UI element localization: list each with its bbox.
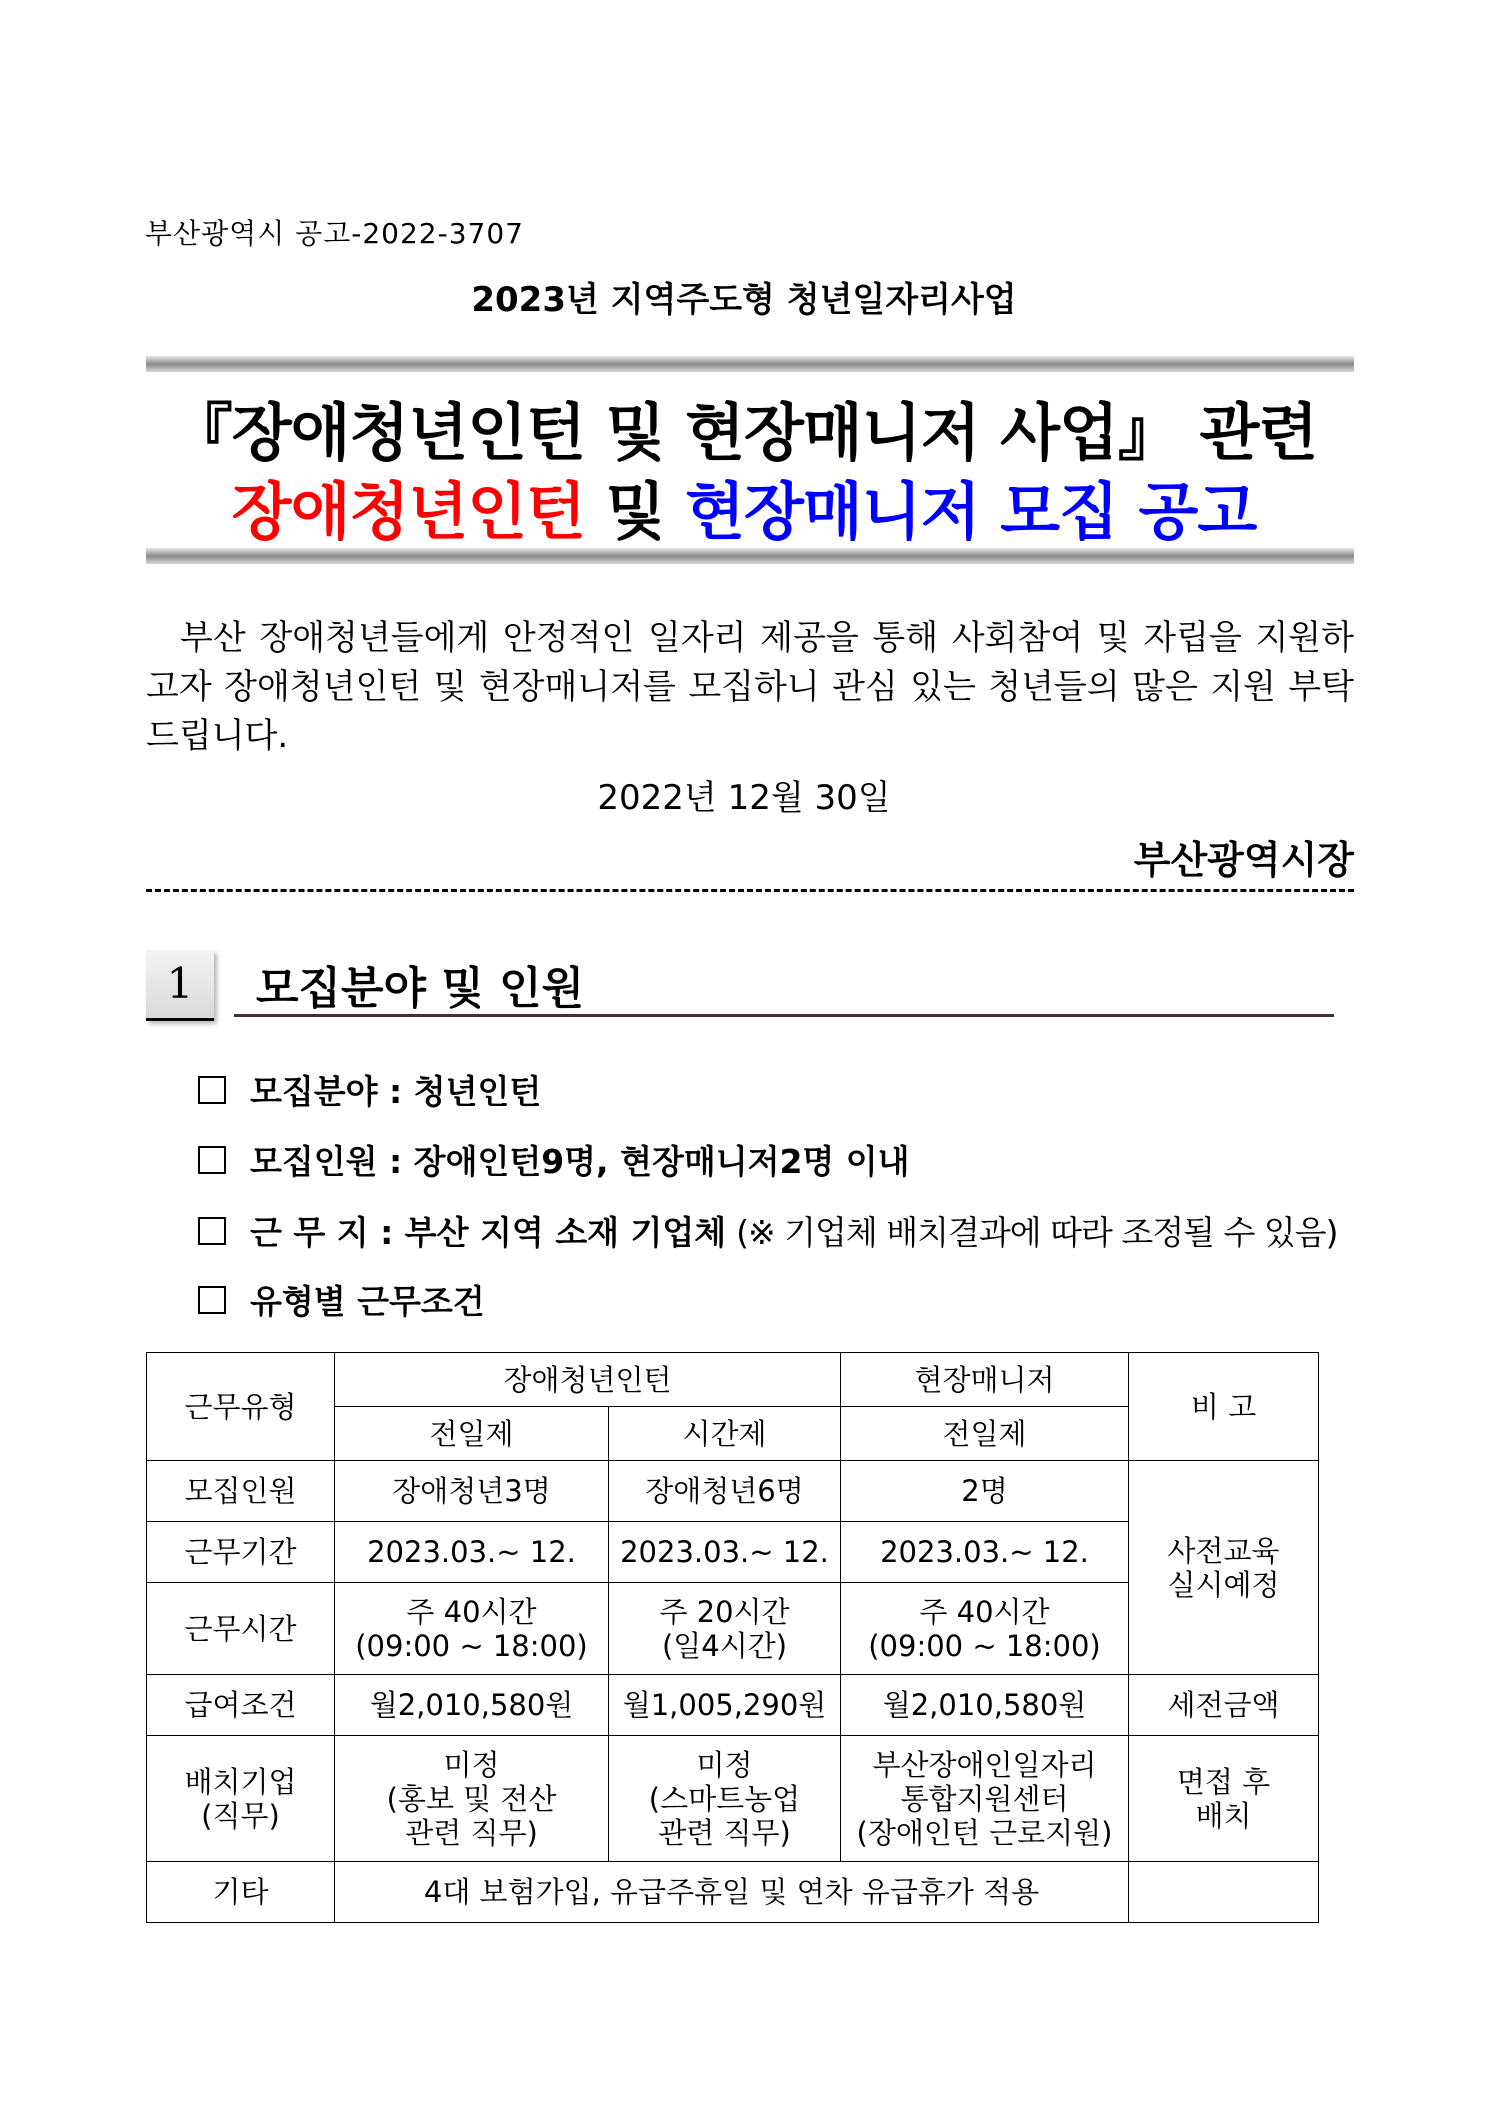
section-underline [234, 1014, 1334, 1017]
checkbox-icon [198, 1146, 226, 1174]
title-blue-part: 현장매니저 모집 공고 [685, 475, 1257, 548]
header-manager: 현장매니저 [841, 1353, 1129, 1407]
table-cell [841, 1736, 1129, 1862]
title-red-part: 장애청년인턴 [231, 475, 586, 548]
title-line-2 [0, 462, 1488, 551]
work-conditions-table [146, 1352, 1319, 1923]
header-part-time: 시간제 [609, 1407, 841, 1461]
title-divider-top [146, 356, 1354, 372]
cell-line: (홍보 및 전산 [386, 1781, 557, 1816]
checkbox-icon [198, 1076, 226, 1104]
cell-line: 배치기업 [184, 1764, 297, 1799]
cell-line: (직무) [201, 1798, 280, 1833]
cell-line: (장애인턴 근로지원) [856, 1815, 1113, 1850]
bullet-field-label: 모집분야 : 청년인턴 [250, 1072, 542, 1111]
intro-text: 부산 장애청년들에게 안정적인 일자리 제공을 통해 사회참여 및 자립을 지원하고자 장애청년인턴 및 현장매니저를 모집하니 관심 있는 청년들의 많은 지원 부탁드립니다. [146, 618, 1354, 756]
table-cell: 2023.03.~ 12. [609, 1522, 841, 1583]
table-cell [1129, 1736, 1319, 1862]
row-label [147, 1736, 335, 1862]
table-cell [335, 1736, 609, 1862]
intro-paragraph [146, 614, 1354, 761]
table-cell: 월2,010,580원 [841, 1675, 1129, 1736]
notice-number: 부산광역시 공고-2022-3707 [145, 217, 524, 250]
cell-line: 통합지원센터 [900, 1781, 1069, 1816]
title-line-1: 『장애청년인턴 및 현장매니저 사업』 관련 [170, 396, 1318, 469]
note-education [1129, 1461, 1319, 1675]
cell-line: 관련 직무) [405, 1815, 538, 1850]
cell-line: 부산장애인일자리 [872, 1747, 1097, 1782]
table-cell: 2023.03.~ 12. [841, 1522, 1129, 1583]
cell-line: 주 40시간 [919, 1594, 1050, 1629]
header-note: 비 고 [1129, 1353, 1319, 1461]
section-title: 모집분야 및 인원 [256, 963, 585, 1014]
header-full-time: 전일제 [335, 1407, 609, 1461]
cell-line: 미정 [443, 1747, 500, 1782]
table-cell [841, 1583, 1129, 1675]
cell-line: 관련 직무) [658, 1815, 791, 1850]
table-cell: 장애청년6명 [609, 1461, 841, 1522]
table-cell: 2023.03.~ 12. [335, 1522, 609, 1583]
table-row [147, 1675, 1319, 1736]
program-subtitle: 2023년 지역주도형 청년일자리사업 [471, 280, 1017, 320]
note-line: 실시예정 [1167, 1567, 1280, 1602]
bullet-headcount [198, 1136, 910, 1183]
dashed-divider [146, 889, 1354, 892]
bullet-headcount-label: 모집인원 : 장애인턴9명, 현장매니저2명 이내 [250, 1142, 910, 1181]
notice-date: 2022년 12월 30일 [597, 778, 891, 818]
table-cell: 월1,005,290원 [609, 1675, 841, 1736]
table-cell: 2명 [841, 1461, 1129, 1522]
table-row [147, 1736, 1319, 1862]
table-row [147, 1862, 1319, 1923]
note-line: 사전교육 [1167, 1533, 1280, 1568]
cell-line: 면접 후 [1176, 1764, 1271, 1799]
row-label: 모집인원 [147, 1461, 335, 1522]
bullet-conditions-label: 유형별 근무조건 [250, 1282, 485, 1321]
row-label: 기타 [147, 1862, 335, 1923]
bullet-workplace [198, 1207, 1338, 1254]
row-label: 급여조건 [147, 1675, 335, 1736]
table-cell: 월2,010,580원 [335, 1675, 609, 1736]
header-intern: 장애청년인턴 [335, 1353, 841, 1407]
table-cell [1129, 1862, 1319, 1923]
cell-line: (스마트농업 [648, 1781, 801, 1816]
row-label: 근무기간 [147, 1522, 335, 1583]
table-cell: 세전금액 [1129, 1675, 1319, 1736]
cell-line: (일4시간) [661, 1628, 788, 1663]
table-cell [609, 1583, 841, 1675]
bullet-workplace-label: 근 무 지 : 부산 지역 소재 기업체 [250, 1213, 727, 1252]
checkbox-icon [198, 1217, 226, 1245]
table-cell: 장애청년3명 [335, 1461, 609, 1522]
table-cell [335, 1583, 609, 1675]
header-manager-full-time: 전일제 [841, 1407, 1129, 1461]
table-cell [609, 1736, 841, 1862]
header-type: 근무유형 [147, 1353, 335, 1461]
cell-line: 주 20시간 [659, 1594, 790, 1629]
issuer: 부산광역시장 [1133, 838, 1354, 882]
bullet-field [198, 1066, 541, 1113]
table-row [147, 1461, 1319, 1522]
table-cell: 4대 보험가입, 유급주휴일 및 연차 유급휴가 적용 [335, 1862, 1129, 1923]
cell-line: (09:00 ~ 18:00) [868, 1628, 1101, 1663]
title-black-part: 및 [605, 475, 665, 548]
bullet-workplace-note: (※ 기업체 배치결과에 따라 조정될 수 있음) [736, 1213, 1338, 1252]
cell-line: 주 40시간 [406, 1594, 537, 1629]
cell-line: (09:00 ~ 18:00) [355, 1628, 588, 1663]
row-label: 근무시간 [147, 1583, 335, 1675]
cell-line: 배치 [1195, 1798, 1252, 1833]
bullet-conditions [198, 1276, 485, 1323]
cell-line: 미정 [696, 1747, 753, 1782]
section-number: 1 [146, 950, 214, 1021]
table-header-row [147, 1353, 1319, 1407]
title-divider-bottom [146, 548, 1354, 564]
checkbox-icon [198, 1286, 226, 1314]
